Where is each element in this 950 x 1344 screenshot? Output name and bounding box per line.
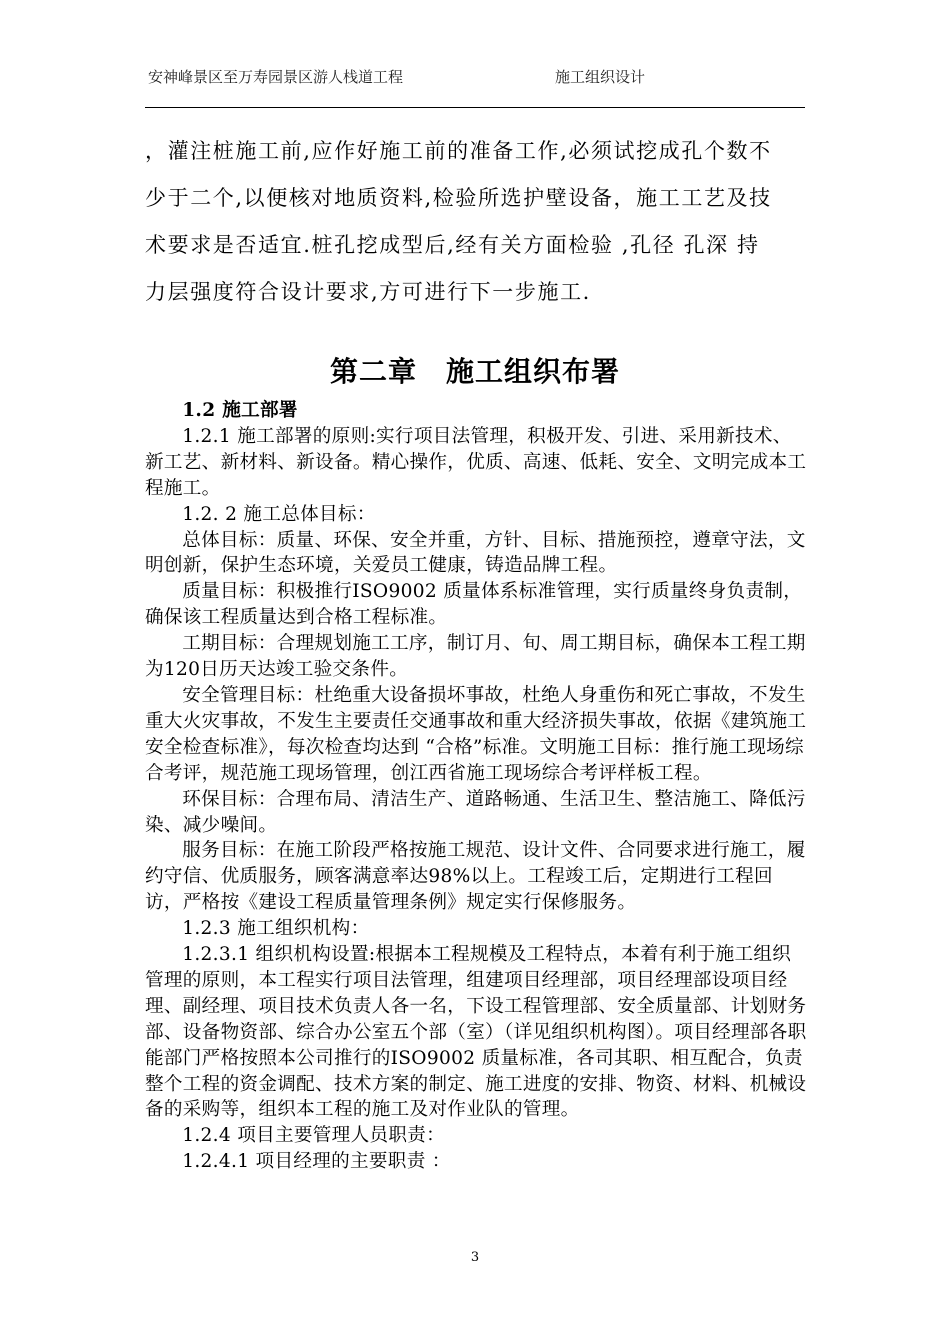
intro-paragraph [145, 128, 807, 316]
body-paragraph: 质量目标：积极推行ISO9002 质量体系标准管理，实行质量终身负责制，确保该工程质量达到合格工程标准。 [145, 581, 803, 629]
body-paragraph: 1.2.1 施工部署的原则:实行项目法管理，积极开发、引进、采用新技术、新工艺、新材料、新设备。精心操作，优质、高速、低耗、安全、文明完成本工程施工。 [145, 425, 807, 499]
body-paragraph: 1.2. 2 施工总体目标： [182, 503, 376, 525]
page-header [145, 62, 805, 92]
body-paragraph: 环保目标：合理布局、清洁生产、道路畅通、生活卫生、整洁施工、降低污染、减少噪间。 [145, 788, 806, 836]
intro-line: ，灌注桩施工前,应作好施工前的准备工作,必须试挖成孔个数不 [145, 139, 772, 163]
intro-line: 少于二个,以便核对地质资料,检验所选护壁设备，施工工艺及技 [145, 186, 772, 210]
intro-line: 术要求是否适宜.桩孔挖成型后,经有关方面检验 ,孔径 孔深 持 [145, 233, 760, 257]
header-document-type: 施工组织设计 [555, 68, 646, 86]
section-body [145, 398, 807, 1175]
header-project-title: 安神峰景区至万寿园景区游人栈道工程 [148, 68, 404, 86]
body-paragraph: 1.2.3.1 组织机构设置:根据本工程规模及工程特点，本着有利于施工组织管理的原则，本工程实行项目法管理，组建项目经理部，项目经理部设项目经理、副经理、项目技术负责人各一名，下设工程管理部、安全质量部、计划财务部、设备物资部、综合办公室五个部（室）（详见组织机构图）。项目经理部各职能部门严格按照本公司推行的ISO9002 质量标准，各司其职、相互配合，负责整个工程的资金调配、技术方案的制定、施工进度的安排、物资、材料、机械设备的采购等，组织本工程的施工及对作业队的管理。 [145, 944, 807, 1121]
body-paragraph: 总体目标：质量、环保、安全并重，方针、目标、措施预控，遵章守法，文明创新，保护生态环境，关爱员工健康，铸造品牌工程。 [145, 529, 806, 577]
body-paragraph: 1.2.4.1 项目经理的主要职责 ： [182, 1151, 451, 1173]
section-heading: 1.2 施工部署 [182, 400, 298, 421]
body-paragraph: 服务目标：在施工阶段严格按施工规范、设计文件、合同要求进行施工，履约守信、优质服务，顾客满意率达98%以上。工程竣工后，定期进行工程回访，严格按《建设工程质量管理条例》规定实行保修服务。 [145, 840, 806, 914]
body-paragraph: 工期目标：合理规划施工工序，制订月、旬、周工期目标，确保本工程工期为120日历天达竣工验交条件。 [145, 633, 806, 681]
intro-line: 力层强度符合设计要求,方可进行下一步施工. [145, 280, 591, 304]
body-paragraph: 安全管理目标：杜绝重大设备损坏事故，杜绝人身重伤和死亡事故，不发生重大火灾事故，不发生主要责任交通事故和重大经济损失事故，依据《建筑施工安全检查标准》，每次检查均达到 “合格”标准。文明施工目标：推行施工现场综合考评，规范施工现场管理，创江西省施工现场综合考评样板工程。 [145, 684, 807, 784]
header-rule [145, 107, 805, 108]
body-paragraph: 1.2.3 施工组织机构： [182, 918, 370, 940]
body-paragraph: 1.2.4 项目主要管理人员职责： [182, 1125, 446, 1147]
chapter-title: 第二章 施工组织布署 [329, 355, 620, 388]
page-number: 3 [470, 1250, 480, 1265]
